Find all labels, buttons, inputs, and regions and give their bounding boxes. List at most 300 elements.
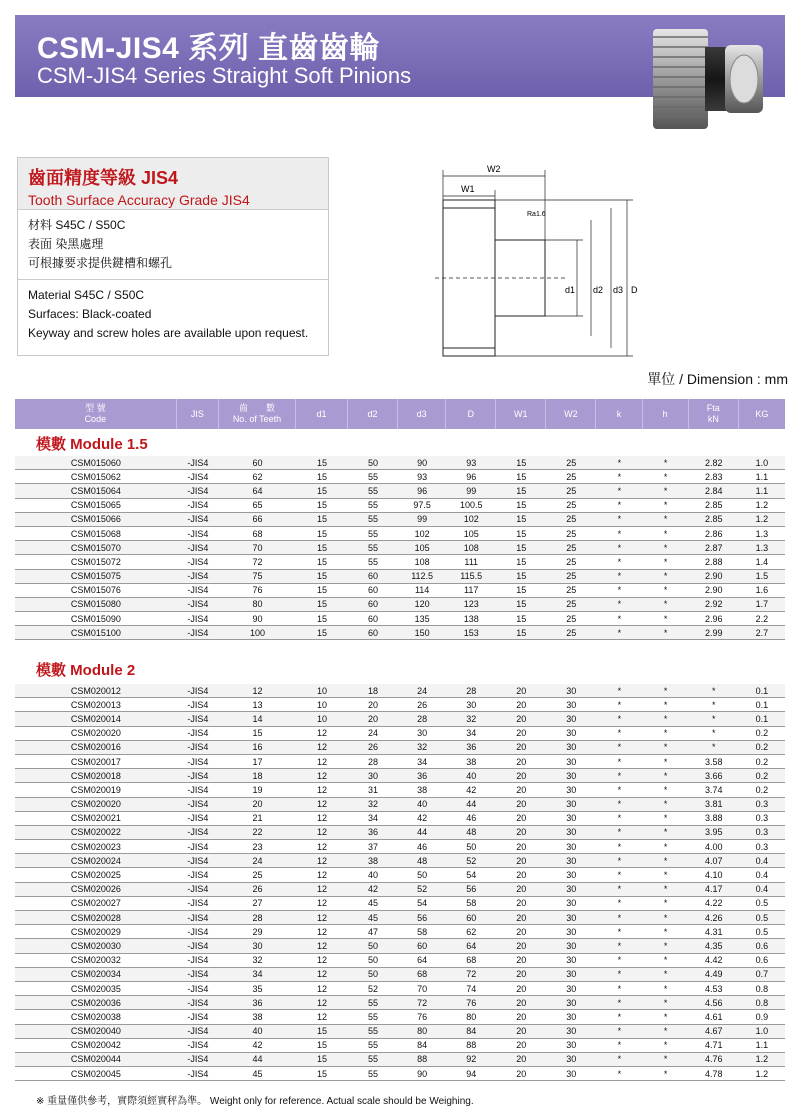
cell-d2: 28 [368, 756, 379, 767]
cell-k: * [617, 756, 622, 767]
cell-kg: 1.1 [755, 485, 769, 496]
cell-k: * [617, 770, 622, 781]
cell-code: CSM020021 [70, 813, 121, 824]
cell-h: * [663, 1040, 668, 1051]
dimension-diagram [415, 160, 655, 370]
cell-d1: 15 [317, 571, 328, 582]
cell-code: CSM015075 [70, 571, 121, 582]
cell-jis: -JIS4 [187, 627, 209, 638]
cell-fta: 4.76 [704, 1054, 723, 1065]
cell-code: CSM015064 [70, 485, 121, 496]
cell-D: 153 [463, 627, 479, 638]
cell-w1: 20 [516, 955, 527, 966]
cell-d1: 15 [317, 514, 328, 525]
cell-w2: 30 [566, 1011, 577, 1022]
cell-d1: 15 [317, 1026, 328, 1037]
table-row [15, 612, 785, 626]
cell-D: 93 [466, 457, 477, 468]
cell-D: 50 [466, 841, 477, 852]
cell-teeth: 21 [252, 813, 263, 824]
col-w1: W1 [496, 399, 546, 429]
cell-k: * [617, 813, 622, 824]
cell-code: CSM020024 [70, 855, 121, 866]
cell-kg: 0.9 [755, 1011, 769, 1022]
cell-code: CSM020012 [70, 685, 121, 696]
cell-fta: 2.96 [704, 613, 723, 624]
cell-d1: 15 [317, 1054, 328, 1065]
cell-fta: 4.00 [704, 841, 723, 852]
spec-en-block [18, 280, 328, 349]
cell-d2: 55 [368, 1026, 379, 1037]
cell-kg: 0.6 [755, 955, 769, 966]
cell-d3: 114 [414, 585, 430, 596]
cell-d3: 112.5 [411, 571, 434, 582]
cell-d2: 60 [368, 613, 379, 624]
cell-code: CSM015076 [70, 585, 121, 596]
cell-jis: -JIS4 [187, 556, 209, 567]
cell-d2: 55 [368, 500, 379, 511]
cell-jis: -JIS4 [187, 613, 209, 624]
cell-d1: 15 [317, 556, 328, 567]
cell-w2: 30 [566, 841, 577, 852]
cell-D: 100.5 [459, 500, 483, 511]
cell-h: * [663, 685, 668, 696]
cell-kg: 0.3 [755, 827, 769, 838]
cell-d1: 12 [317, 728, 328, 739]
cell-jis: -JIS4 [187, 485, 209, 496]
cell-w1: 15 [516, 556, 527, 567]
cell-w1: 20 [516, 898, 527, 909]
cell-D: 74 [466, 983, 477, 994]
cell-k: * [617, 699, 622, 710]
cell-d2: 40 [368, 870, 379, 881]
cell-d2: 45 [368, 898, 379, 909]
table-row [15, 982, 785, 996]
cell-k: * [617, 1026, 622, 1037]
cell-kg: 0.2 [755, 742, 769, 753]
cell-d3: 54 [417, 898, 428, 909]
cell-jis: -JIS4 [187, 742, 209, 753]
cell-k: * [617, 713, 622, 724]
cell-teeth: 12 [252, 685, 263, 696]
cell-kg: 2.2 [755, 613, 769, 624]
cell-d1: 12 [317, 841, 328, 852]
cell-d3: 48 [417, 855, 428, 866]
cell-h: * [663, 742, 668, 753]
cell-kg: 0.1 [755, 713, 769, 724]
cell-w1: 15 [516, 485, 527, 496]
cell-h: * [663, 841, 668, 852]
cell-d1: 12 [317, 827, 328, 838]
cell-code: CSM020035 [70, 983, 121, 994]
cell-code: CSM020025 [70, 870, 121, 881]
cell-kg: 0.2 [755, 756, 769, 767]
table-row [15, 555, 785, 569]
cell-jis: -JIS4 [187, 1040, 209, 1051]
cell-w2: 30 [566, 728, 577, 739]
cell-d3: 99 [417, 514, 428, 525]
cell-jis: -JIS4 [187, 756, 209, 767]
cell-k: * [617, 898, 622, 909]
cell-teeth: 64 [252, 485, 263, 496]
cell-d1: 12 [317, 940, 328, 951]
cell-D: 76 [466, 997, 477, 1008]
label-d2: d2 [593, 285, 604, 295]
cell-jis: -JIS4 [187, 926, 209, 937]
cell-jis: -JIS4 [187, 898, 209, 909]
cell-jis: -JIS4 [187, 457, 209, 468]
cell-w1: 20 [516, 1011, 527, 1022]
col-d1: d1 [296, 399, 348, 429]
cell-code: CSM020027 [70, 898, 121, 909]
cell-D: 92 [466, 1054, 477, 1065]
cell-teeth: 100 [250, 627, 266, 638]
cell-kg: 1.3 [755, 542, 769, 553]
table-row [15, 996, 785, 1010]
cell-kg: 0.1 [755, 685, 769, 696]
cell-w1: 20 [516, 884, 527, 895]
cell-w1: 20 [516, 870, 527, 881]
gear-product-icon [647, 19, 767, 139]
cell-code: CSM020028 [70, 912, 121, 923]
cell-w2: 30 [566, 870, 577, 881]
cell-h: * [663, 571, 668, 582]
cell-h: * [663, 699, 668, 710]
cell-fta: 4.56 [704, 997, 723, 1008]
table-row [15, 769, 785, 783]
cell-h: * [663, 613, 668, 624]
table-row [15, 968, 785, 982]
cell-w2: 30 [566, 813, 577, 824]
cell-jis: -JIS4 [187, 571, 209, 582]
cell-k: * [617, 500, 622, 511]
cell-D: 96 [466, 471, 477, 482]
cell-kg: 0.8 [755, 997, 769, 1008]
cell-h: * [663, 514, 668, 525]
cell-d1: 12 [317, 912, 328, 923]
cell-D: 72 [466, 969, 477, 980]
cell-h: * [663, 884, 668, 895]
cell-jis: -JIS4 [187, 799, 209, 810]
cell-teeth: 23 [252, 841, 263, 852]
cell-d3: 24 [417, 685, 428, 696]
cell-fta: 2.90 [704, 571, 723, 582]
cell-D: 38 [466, 756, 477, 767]
cell-kg: 1.6 [755, 585, 769, 596]
cell-jis: -JIS4 [187, 841, 209, 852]
spec-en-line: Surfaces: Black-coated [28, 307, 152, 321]
cell-d3: 135 [414, 613, 430, 624]
cell-k: * [617, 912, 622, 923]
cell-jis: -JIS4 [187, 585, 209, 596]
cell-kg: 0.3 [755, 841, 769, 852]
cell-code: CSM020017 [70, 756, 121, 767]
cell-teeth: 60 [252, 457, 263, 468]
label-w1: W1 [461, 184, 475, 194]
cell-teeth: 36 [252, 997, 263, 1008]
cell-code: CSM020032 [70, 955, 121, 966]
cell-teeth: 15 [252, 728, 263, 739]
table-row [15, 541, 785, 555]
cell-code: CSM020020 [70, 799, 121, 810]
cell-d2: 55 [368, 514, 379, 525]
cell-d2: 55 [368, 528, 379, 539]
cell-fta: 3.74 [704, 784, 723, 795]
cell-d3: 34 [417, 756, 428, 767]
table-row [15, 925, 785, 939]
cell-d1: 12 [317, 898, 328, 909]
cell-code: CSM020045 [70, 1068, 121, 1079]
cell-D: 60 [466, 912, 477, 923]
cell-h: * [663, 500, 668, 511]
cell-h: * [663, 784, 668, 795]
table-row [15, 840, 785, 854]
cell-w1: 20 [516, 983, 527, 994]
cell-w2: 30 [566, 855, 577, 866]
cell-d2: 30 [368, 770, 379, 781]
cell-code: CSM020034 [70, 969, 121, 980]
cell-jis: -JIS4 [187, 528, 209, 539]
cell-kg: 0.2 [755, 770, 769, 781]
cell-d1: 15 [317, 599, 328, 610]
cell-d1: 12 [317, 983, 328, 994]
cell-D: 62 [466, 926, 477, 937]
cell-w2: 30 [566, 926, 577, 937]
cell-k: * [617, 1011, 622, 1022]
cell-w1: 20 [516, 770, 527, 781]
cell-d3: 102 [414, 528, 430, 539]
cell-teeth: 32 [252, 955, 263, 966]
cell-w2: 25 [566, 542, 577, 553]
cell-d3: 90 [417, 1068, 428, 1079]
cell-D: 36 [466, 742, 477, 753]
cell-d3: 150 [414, 627, 430, 638]
table-row [15, 954, 785, 968]
cell-fta: * [712, 728, 716, 739]
cell-D: 123 [463, 599, 479, 610]
cell-w1: 20 [516, 855, 527, 866]
cell-d2: 45 [368, 912, 379, 923]
cell-w1: 20 [516, 799, 527, 810]
cell-k: * [617, 827, 622, 838]
table-row [15, 1067, 785, 1081]
cell-D: 94 [466, 1068, 477, 1079]
cell-kg: 0.1 [755, 699, 769, 710]
cell-fta: 2.85 [704, 500, 723, 511]
cell-d2: 32 [368, 799, 379, 810]
cell-kg: 1.1 [755, 471, 769, 482]
cell-d1: 15 [317, 627, 328, 638]
cell-fta: 4.67 [704, 1026, 723, 1037]
cell-w1: 20 [516, 756, 527, 767]
cell-h: * [663, 585, 668, 596]
cell-k: * [617, 514, 622, 525]
cell-w2: 25 [566, 585, 577, 596]
table-row [15, 939, 785, 953]
cell-w2: 30 [566, 912, 577, 923]
cell-d2: 55 [368, 542, 379, 553]
cell-teeth: 16 [252, 742, 263, 753]
cell-d3: 38 [417, 784, 428, 795]
cell-kg: 0.6 [755, 940, 769, 951]
cell-teeth: 45 [252, 1068, 263, 1079]
cell-w1: 20 [516, 1026, 527, 1037]
cell-kg: 1.0 [755, 1026, 769, 1037]
cell-D: 117 [464, 585, 479, 596]
cell-w1: 15 [516, 627, 527, 638]
cell-d1: 12 [317, 1011, 328, 1022]
spec-en-line: Keyway and screw holes are available upon request. [28, 326, 309, 340]
cell-d1: 12 [317, 813, 328, 824]
cell-jis: -JIS4 [187, 784, 209, 795]
cell-d1: 12 [317, 756, 328, 767]
cell-fta: 4.53 [704, 983, 723, 994]
cell-teeth: 20 [252, 799, 263, 810]
cell-d1: 15 [317, 1068, 328, 1079]
cell-d2: 36 [368, 827, 379, 838]
cell-teeth: 13 [252, 699, 263, 710]
cell-jis: -JIS4 [187, 870, 209, 881]
cell-w1: 20 [516, 713, 527, 724]
cell-w1: 15 [516, 500, 527, 511]
cell-d1: 12 [317, 955, 328, 966]
cell-d1: 12 [317, 997, 328, 1008]
cell-d3: 56 [417, 912, 428, 923]
col-fta: Fta kN [689, 399, 739, 429]
cell-w2: 30 [566, 997, 577, 1008]
cell-w1: 15 [516, 528, 527, 539]
cell-kg: 2.7 [755, 627, 769, 638]
cell-D: 105 [463, 528, 479, 539]
cell-teeth: 66 [252, 514, 263, 525]
cell-d3: 26 [417, 699, 428, 710]
col-jis: JIS [177, 399, 219, 429]
cell-w2: 25 [566, 627, 577, 638]
cell-jis: -JIS4 [187, 855, 209, 866]
cell-k: * [617, 485, 622, 496]
cell-fta: 3.88 [704, 813, 723, 824]
cell-kg: 0.5 [755, 898, 769, 909]
cell-D: 84 [466, 1026, 477, 1037]
table-row [15, 484, 785, 498]
cell-w2: 25 [566, 599, 577, 610]
cell-teeth: 90 [252, 613, 263, 624]
cell-d2: 18 [368, 685, 379, 696]
cell-teeth: 40 [252, 1026, 263, 1037]
cell-d3: 36 [417, 770, 428, 781]
cell-fta: 4.31 [704, 926, 723, 937]
cell-teeth: 62 [252, 471, 263, 482]
cell-fta: 2.86 [704, 528, 723, 539]
table-row [15, 513, 785, 527]
cell-w1: 15 [516, 585, 527, 596]
cell-d2: 55 [368, 485, 379, 496]
cell-w1: 20 [516, 1040, 527, 1051]
cell-jis: -JIS4 [187, 542, 209, 553]
cell-d2: 52 [368, 983, 379, 994]
cell-d1: 12 [317, 884, 328, 895]
cell-code: CSM015100 [70, 627, 121, 638]
cell-code: CSM020044 [70, 1054, 121, 1065]
cell-d3: 93 [417, 471, 428, 482]
cell-D: 108 [463, 542, 479, 553]
cell-fta: 2.99 [704, 627, 723, 638]
table-row [15, 911, 785, 925]
cell-h: * [663, 1011, 668, 1022]
section-title-module-2: 模數 Module 2 [36, 662, 136, 679]
cell-k: * [617, 613, 622, 624]
cell-w2: 30 [566, 713, 577, 724]
cell-w1: 20 [516, 742, 527, 753]
table-row [15, 741, 785, 755]
spec-header [18, 158, 328, 210]
cell-k: * [617, 784, 622, 795]
cell-w1: 20 [516, 969, 527, 980]
cell-w1: 15 [516, 514, 527, 525]
cell-D: 56 [466, 884, 477, 895]
cell-D: 68 [466, 955, 477, 966]
cell-code: CSM015070 [70, 542, 121, 553]
cell-code: CSM020026 [70, 884, 121, 895]
cell-code: CSM020029 [70, 926, 121, 937]
table-row [15, 570, 785, 584]
cell-fta: 4.26 [704, 912, 723, 923]
cell-fta: 4.07 [704, 855, 723, 866]
cell-k: * [617, 884, 622, 895]
cell-kg: 1.3 [755, 528, 769, 539]
cell-jis: -JIS4 [187, 514, 209, 525]
cell-d1: 12 [317, 855, 328, 866]
cell-w2: 30 [566, 1040, 577, 1051]
cell-d2: 50 [368, 969, 379, 980]
cell-d2: 50 [368, 955, 379, 966]
cell-D: 64 [466, 940, 477, 951]
cell-code: CSM020042 [70, 1040, 121, 1051]
cell-h: * [663, 827, 668, 838]
cell-w2: 30 [566, 770, 577, 781]
cell-d3: 46 [417, 841, 428, 852]
cell-teeth: 24 [252, 855, 263, 866]
cell-w1: 20 [516, 912, 527, 923]
cell-h: * [663, 556, 668, 567]
cell-d1: 15 [317, 457, 328, 468]
cell-h: * [663, 770, 668, 781]
cell-kg: 0.5 [755, 912, 769, 923]
spec-en-line: Material S45C / S50C [28, 288, 145, 302]
cell-kg: 1.2 [755, 514, 769, 525]
cell-k: * [617, 983, 622, 994]
cell-h: * [663, 955, 668, 966]
table-row [15, 854, 785, 868]
cell-w2: 30 [566, 1068, 577, 1079]
cell-d1: 10 [317, 685, 328, 696]
cell-h: * [663, 457, 668, 468]
cell-w1: 20 [516, 841, 527, 852]
cell-w2: 30 [566, 1026, 577, 1037]
cell-D: 102 [463, 514, 479, 525]
cell-h: * [663, 471, 668, 482]
cell-h: * [663, 599, 668, 610]
cell-teeth: 75 [252, 571, 263, 582]
cell-d1: 12 [317, 770, 328, 781]
cell-w2: 30 [566, 799, 577, 810]
table-row [15, 698, 785, 712]
cell-d3: 90 [417, 457, 428, 468]
cell-h: * [663, 713, 668, 724]
cell-D: 52 [466, 855, 477, 866]
cell-d3: 52 [417, 884, 428, 895]
cell-code: CSM020038 [70, 1011, 121, 1022]
